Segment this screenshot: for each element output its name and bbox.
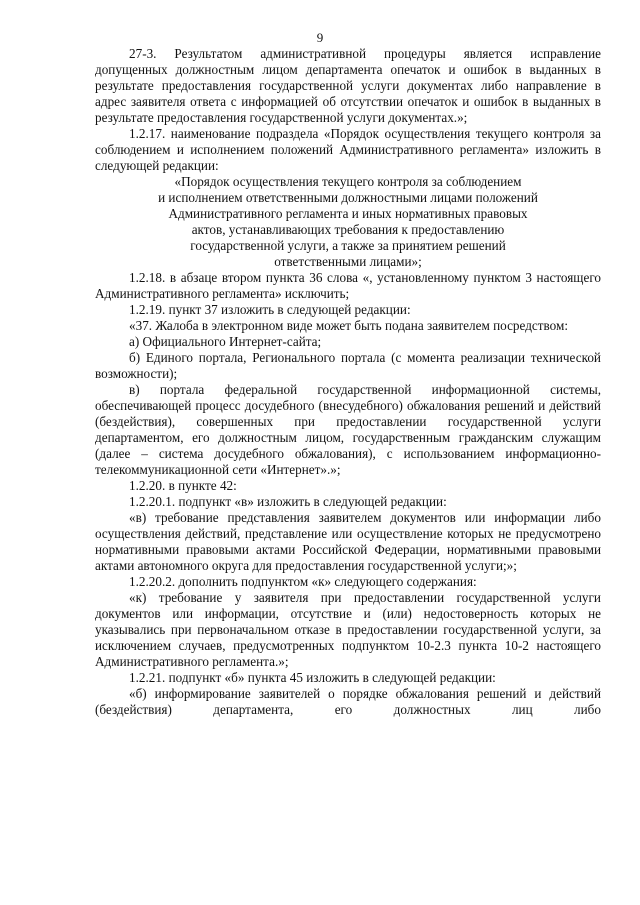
- centered-heading-line: актов, устанавливающих требования к предоставлению: [191, 222, 505, 237]
- paragraph: 1.2.20.1. подпункт «в» изложить в следующей редакции:: [129, 494, 447, 509]
- paragraph: в) портала федеральной государственной информационной системы, обеспечивающей процесс досудебного (внесудебного) обжалования решений и действий (бездействия), совершенных при предоставлении государственной услуги департаментом, его должностным лицом, государственным гражданским служащим (далее – система досудебного обжалования), с использованием информационно-телекоммуникационной сети «Интернет».»;: [95, 382, 601, 477]
- paragraph: 27-3. Результатом административной процедуры является исправление допущенных должностным лицом департамента опечаток и ошибок в выданных в результате предоставления государственной услуги документах либо направление в адрес заявителя ответа с информацией об отсутствии опечаток и ошибок в выданных в результате предоставления государственной услуги документах.»;: [95, 46, 601, 125]
- centered-heading-line: ответственными лицами»;: [274, 254, 422, 269]
- document-body: [95, 46, 601, 718]
- paragraph: «в) требование представления заявителем документов или информации либо осуществления действий, представление или осуществление которых не предусмотрено нормативными правовыми актами Российской Федерации, нормативными правовыми актами автономного округа для предоставления государственной услуги;»;: [95, 510, 601, 573]
- paragraph: 1.2.18. в абзаце втором пункта 36 слова «, установленному пунктом 3 настоящего Административного регламента» исключить;: [95, 270, 601, 301]
- paragraph: б) Единого портала, Регионального портала (с момента реализации технической возможности);: [95, 350, 601, 381]
- centered-heading-line: Административного регламента и иных нормативных правовых: [168, 206, 528, 221]
- centered-heading-line: и исполнением ответственными должностными лицами положений: [158, 190, 538, 205]
- centered-heading-line: «Порядок осуществления текущего контроля за соблюдением: [174, 174, 522, 189]
- paragraph: а) Официального Интернет-сайта;: [129, 334, 322, 349]
- paragraph: «б) информирование заявителей о порядке обжалования решений и действий (бездействия) департамента, его должностных лиц либо: [95, 686, 601, 717]
- paragraph: «к) требование у заявителя при предоставлении государственной услуги документов или информации, отсутствие и (или) недостоверность которых не указывались при первоначальном отказе в предоставлении государственной услуги, за исключением случаев, предусмотренных подпунктом 10-2.3 пункта 10-2 настоящего Административного регламента.»;: [95, 590, 601, 669]
- paragraph: «37. Жалоба в электронном виде может быть подана заявителем посредством:: [129, 318, 569, 333]
- page-number: 9: [316, 30, 324, 45]
- paragraph: 1.2.19. пункт 37 изложить в следующей редакции:: [129, 302, 411, 317]
- centered-heading-line: государственной услуги, а также за принятием решений: [190, 238, 506, 253]
- paragraph: 1.2.17. наименование подраздела «Порядок осуществления текущего контроля за соблюдением и исполнением положений Административного регламента» изложить в следующей редакции:: [95, 126, 601, 173]
- paragraph: 1.2.20. в пункте 42:: [129, 478, 237, 493]
- paragraph: 1.2.20.2. дополнить подпунктом «к» следующего содержания:: [129, 574, 477, 589]
- paragraph: 1.2.21. подпункт «б» пункта 45 изложить в следующей редакции:: [129, 670, 496, 685]
